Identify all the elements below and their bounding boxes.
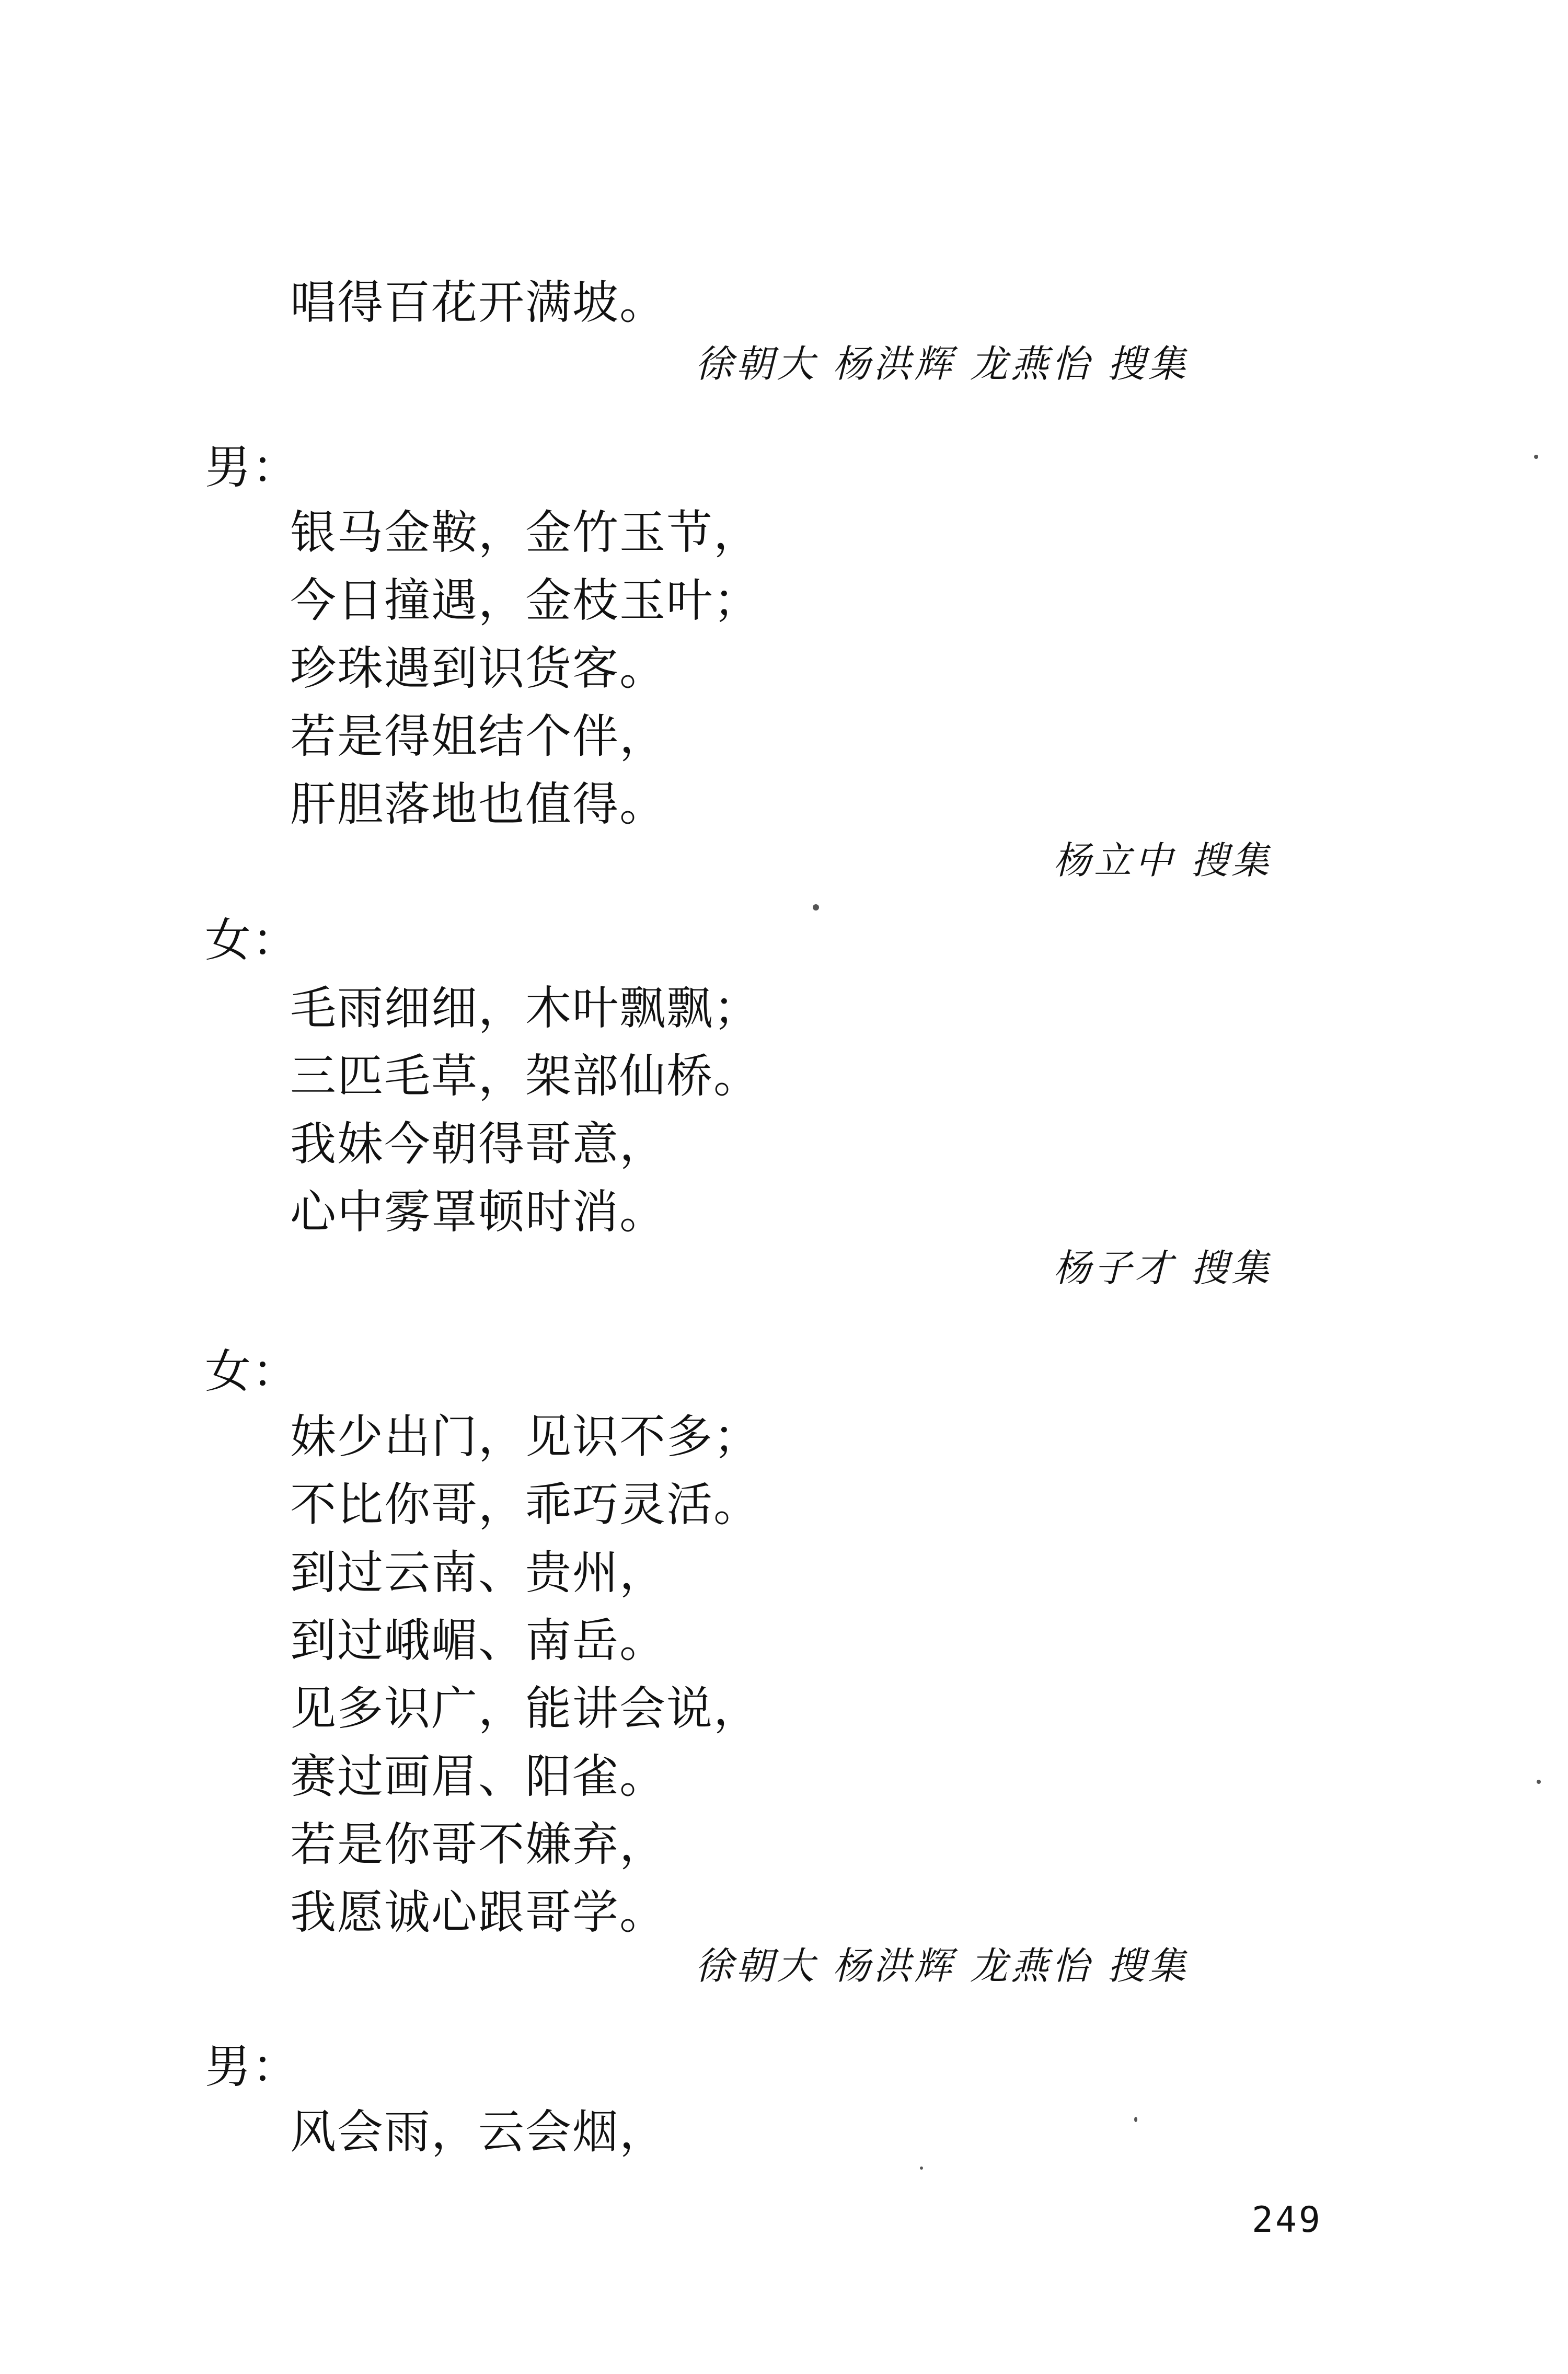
- speaker-label: 男：: [205, 440, 299, 494]
- verse-line: 若是得姐结个伴，: [290, 709, 667, 763]
- speaker-label: 女：: [205, 913, 299, 967]
- verse-line: 毛雨细细，木叶飘飘；: [290, 981, 761, 1035]
- collector-credit: 徐朝大 杨洪辉 龙燕怡 搜集: [695, 342, 1189, 386]
- collector-credit: 徐朝大 杨洪辉 龙燕怡 搜集: [695, 1944, 1189, 1988]
- speaker-label: 女：: [205, 1344, 299, 1398]
- collector-credit: 杨子才 搜集: [1053, 1246, 1272, 1290]
- verse-line: 不比你哥，乖巧灵活。: [290, 1478, 761, 1531]
- scan-speck: [1534, 455, 1538, 459]
- verse-line: 妹少出门，见识不多；: [290, 1410, 761, 1463]
- scan-speck: [920, 2166, 923, 2170]
- verse-line: 我愿诚心跟哥学。: [290, 1885, 667, 1939]
- verse-line: 到过云南、贵州，: [290, 1546, 667, 1599]
- collector-credit: 杨立中 搜集: [1053, 838, 1272, 882]
- verse-line: 若是你哥不嫌弃，: [290, 1817, 667, 1871]
- scan-speck: [813, 904, 819, 911]
- verse-line: 到过峨嵋、南岳。: [290, 1614, 667, 1667]
- verse-line: 心中雾罩顿时消。: [290, 1185, 667, 1239]
- verse-line: 唱得百花开满坡。: [290, 275, 667, 329]
- verse-line: 见多识广，能讲会说，: [290, 1681, 761, 1735]
- verse-line: 我妹今朝得哥意，: [290, 1117, 667, 1171]
- verse-line: 今日撞遇，金枝玉叶；: [290, 573, 761, 627]
- scan-speck: [1537, 1780, 1541, 1784]
- page-number: 249: [1252, 2199, 1322, 2241]
- verse-line: 赛过画眉、阳雀。: [290, 1749, 667, 1803]
- verse-line: 肝胆落地也值得。: [290, 777, 667, 831]
- speaker-label: 男：: [205, 2039, 299, 2093]
- verse-line: 三匹毛草，架部仙桥。: [290, 1049, 761, 1103]
- scan-speck: [1134, 2117, 1137, 2122]
- verse-line: 银马金鞍，金竹玉节，: [290, 505, 761, 559]
- verse-line: 风会雨，云会烟，: [290, 2105, 667, 2159]
- verse-line: 珍珠遇到识货客。: [290, 641, 667, 695]
